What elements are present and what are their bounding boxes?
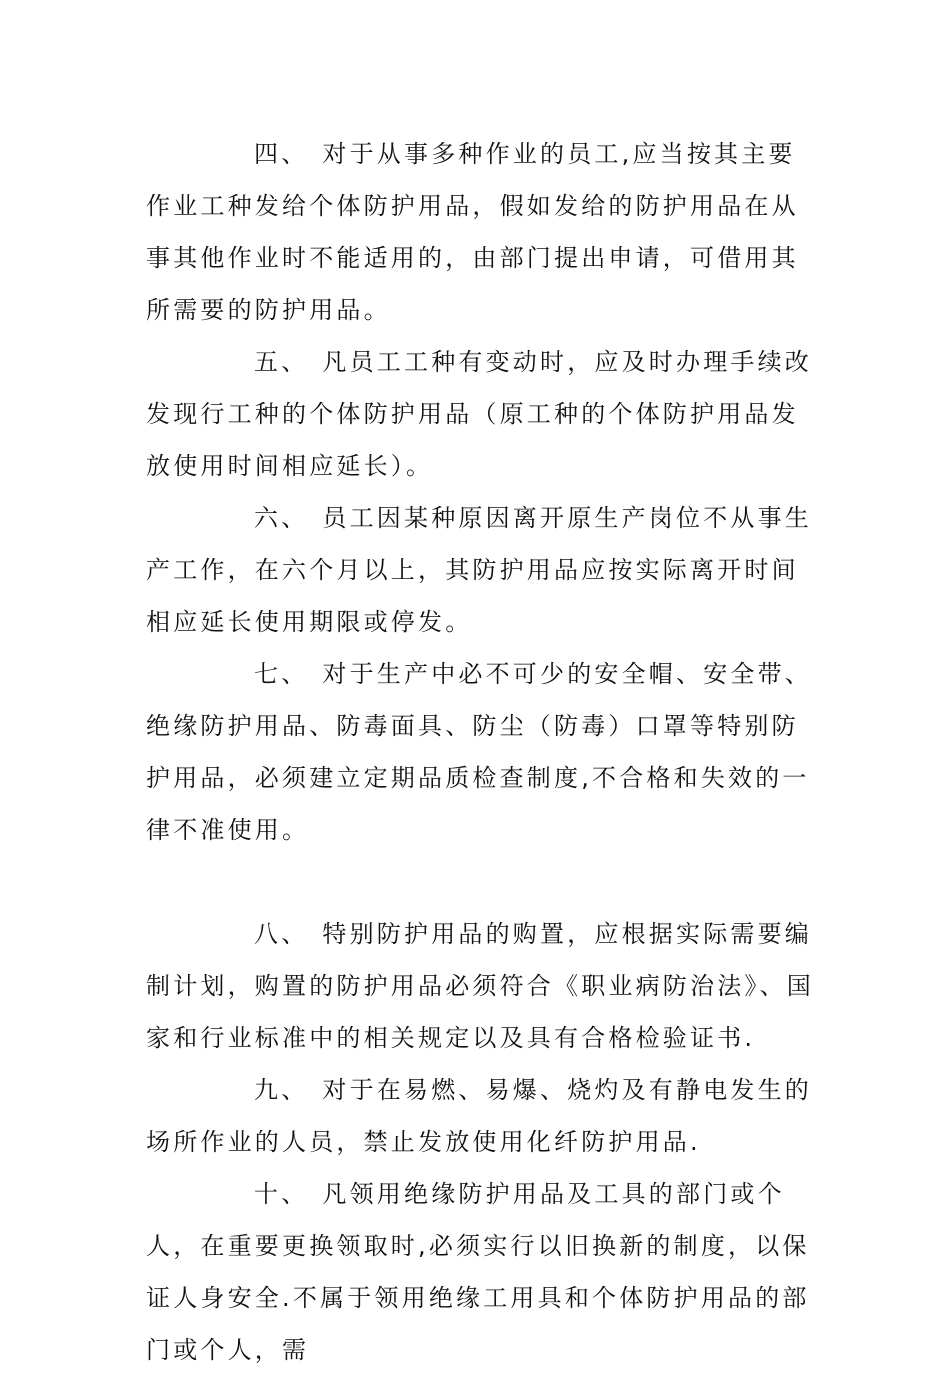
paragraph-text: 凡领用绝缘防护用品及工具的部门或个人，在重要更换领取时,必须实行以旧换新的制度，以保证人身安全.不属于领用绝缘工用具和个体防护用品的部门或个人，需 [146,1180,810,1364]
paragraph-text: 对于从事多种作业的员工,应当按其主要作业工种发给个体防护用品，假如发给的防护用品在从事其他作业时不能适用的，由部门提出申请，可借用其所需要的防护用品。 [146,140,799,324]
paragraph-text: 对于生产中必不可少的安全帽、安全带、绝缘防护用品、防毒面具、防尘（防毒）口罩等特别防护用品，必须建立定期品质检查制度,不合格和失效的一律不准使用。 [146,660,813,844]
paragraph-number: 十、 [254,1180,309,1208]
document-body [146,128,822,1376]
paragraph-number: 四、 [254,140,309,168]
paragraph-text: 对于在易燃、易爆、烧灼及有静电发生的场所作业的人员，禁止发放使用化纤防护用品. [146,1076,813,1156]
paragraph-8 [146,908,822,1064]
paragraph-6 [146,492,822,648]
paragraph-number: 五、 [254,348,309,376]
paragraph-9 [146,1064,822,1168]
paragraph-number: 七、 [254,660,309,688]
paragraph-number: 六、 [254,504,309,532]
paragraph-number: 九、 [254,1076,309,1104]
paragraph-4 [146,128,822,336]
paragraph-text: 凡员工工种有变动时，应及时办理手续改发现行工种的个体防护用品（原工种的个体防护用品发放使用时间相应延长）。 [146,348,813,480]
paragraph-number: 八、 [254,920,309,948]
paragraph-7 [146,648,822,856]
paragraph-text: 特别防护用品的购置，应根据实际需要编制计划，购置的防护用品必须符合《职业病防治法》、国家和行业标准中的相关规定以及具有合格检验证书. [146,920,814,1052]
paragraph-10 [146,1168,822,1376]
paragraph-text: 员工因某种原因离开原生产岗位不从事生产工作，在六个月以上，其防护用品应按实际离开时间相应延长使用期限或停发。 [146,504,813,636]
paragraph-5 [146,336,822,492]
